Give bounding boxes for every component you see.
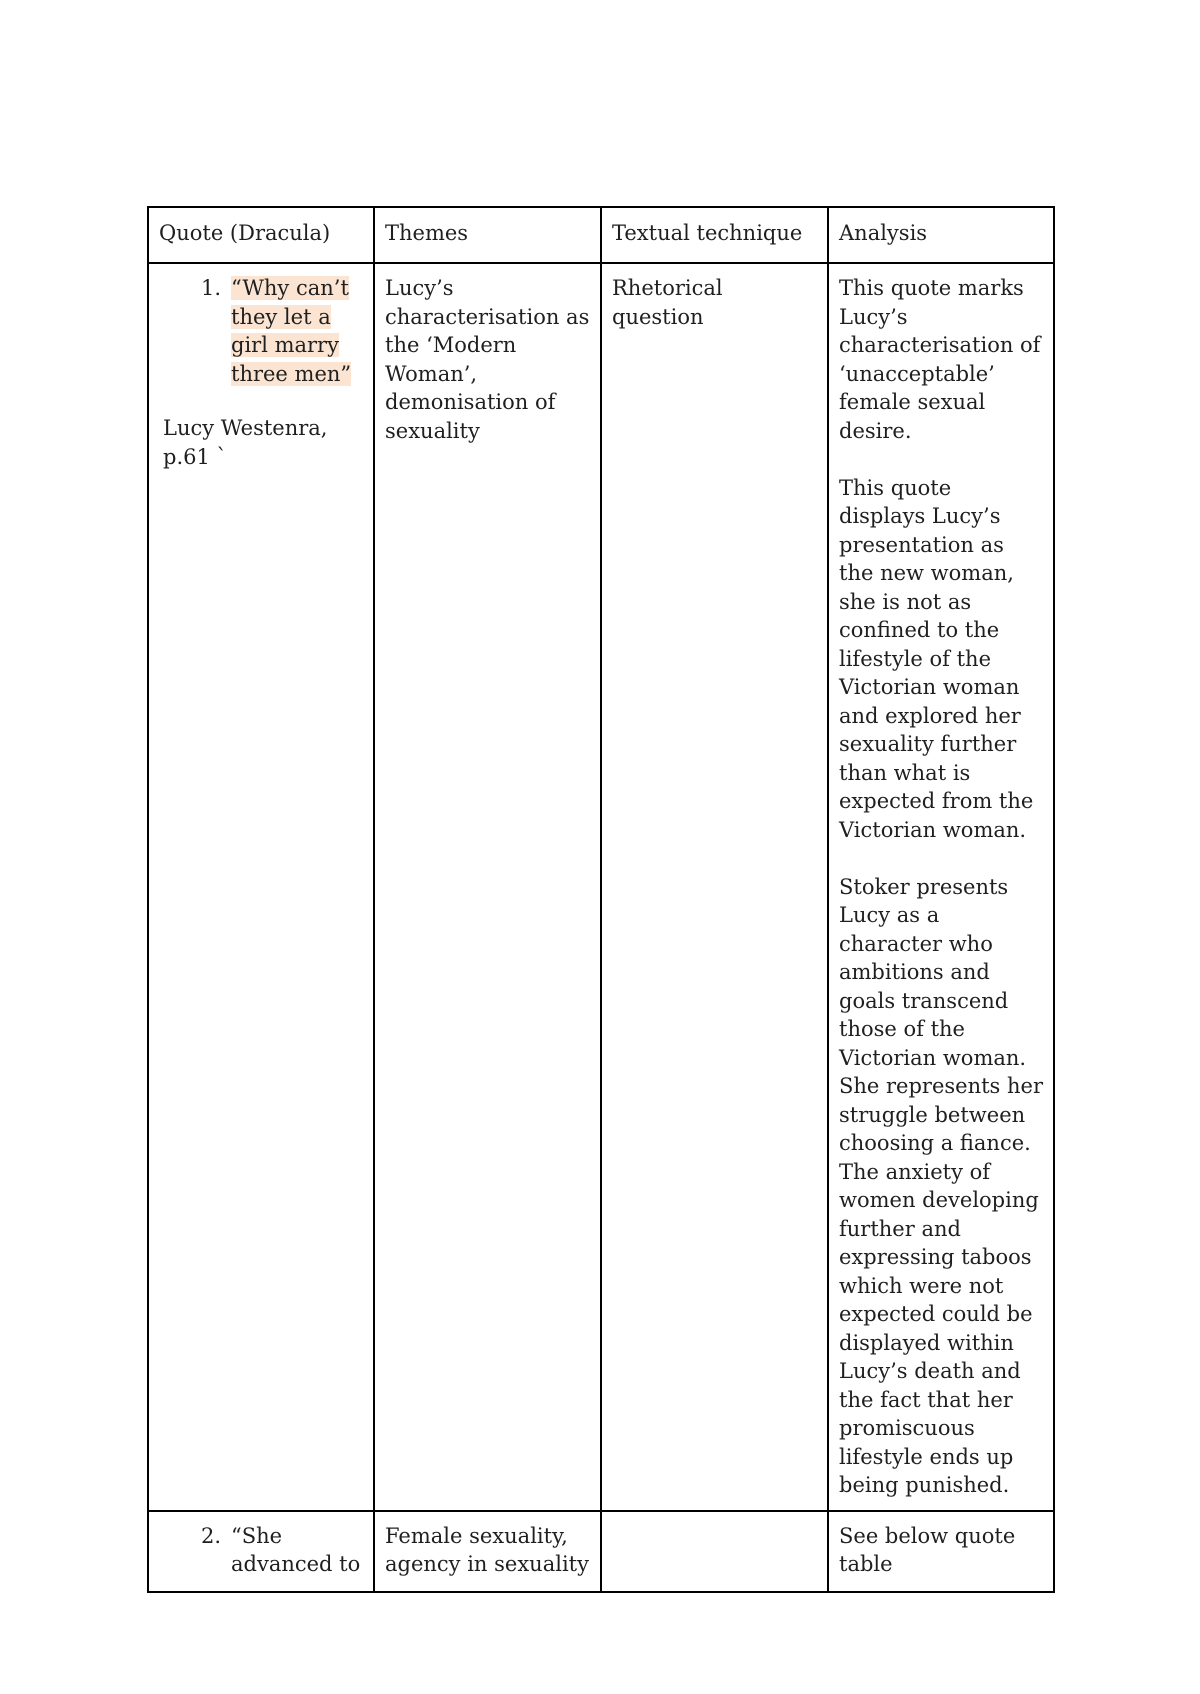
- header-themes: Themes: [374, 207, 601, 263]
- quote-cell: [148, 263, 374, 1511]
- header-technique: Textual technique: [601, 207, 828, 263]
- quote-attribution: Lucy Westenra, p.61 `: [163, 416, 328, 469]
- themes-cell: Female sexuality, agency in sexuality: [374, 1511, 601, 1592]
- quote-number: 2.: [200, 1523, 221, 1548]
- quote-text: “She advanced to: [231, 1523, 361, 1576]
- table-row: [148, 1511, 1054, 1592]
- header-analysis: Analysis: [828, 207, 1054, 263]
- technique-cell: [601, 1511, 828, 1592]
- analysis-paragraph: This quote displays Lucy’s presentation as the new woman, she is not as confined to the lifestyle of the Victorian woman and explored her sexuality further than what is expected from the Victorian woman.: [839, 475, 1034, 842]
- header-quote: Quote (Dracula): [148, 207, 374, 263]
- table-header-row: [148, 207, 1054, 263]
- quote-text: [231, 274, 363, 388]
- quote-list-item: [159, 274, 363, 388]
- technique-cell: Rhetorical question: [601, 263, 828, 1511]
- highlighted-quote: “Why can’t they let a girl marry three men”: [231, 276, 352, 386]
- quote-analysis-table: [147, 206, 1055, 1593]
- analysis-cell: See below quote table: [828, 1511, 1054, 1592]
- analysis-paragraph: This quote marks Lucy’s characterisation of ‘unacceptable’ female sexual desire.: [839, 276, 1041, 443]
- quote-list-item: [159, 1522, 363, 1579]
- quote-number: 1.: [200, 276, 221, 300]
- analysis-paragraph: Stoker presents Lucy as a character who ambitions and goals transcend those of the Victorian woman. She represents her struggle between choosing a fiance. The anxiety of women developing further and expressing taboos which were not expected could be displayed within Lucy’s death and the fact that her promiscuous lifestyle ends up being punished.: [839, 874, 1044, 1497]
- themes-cell: Lucy’s characterisation as the ‘Modern Woman’, demonisation of sexuality: [374, 263, 601, 1511]
- table-row: [148, 263, 1054, 1511]
- quote-cell: [148, 1511, 374, 1592]
- analysis-cell: [828, 263, 1054, 1511]
